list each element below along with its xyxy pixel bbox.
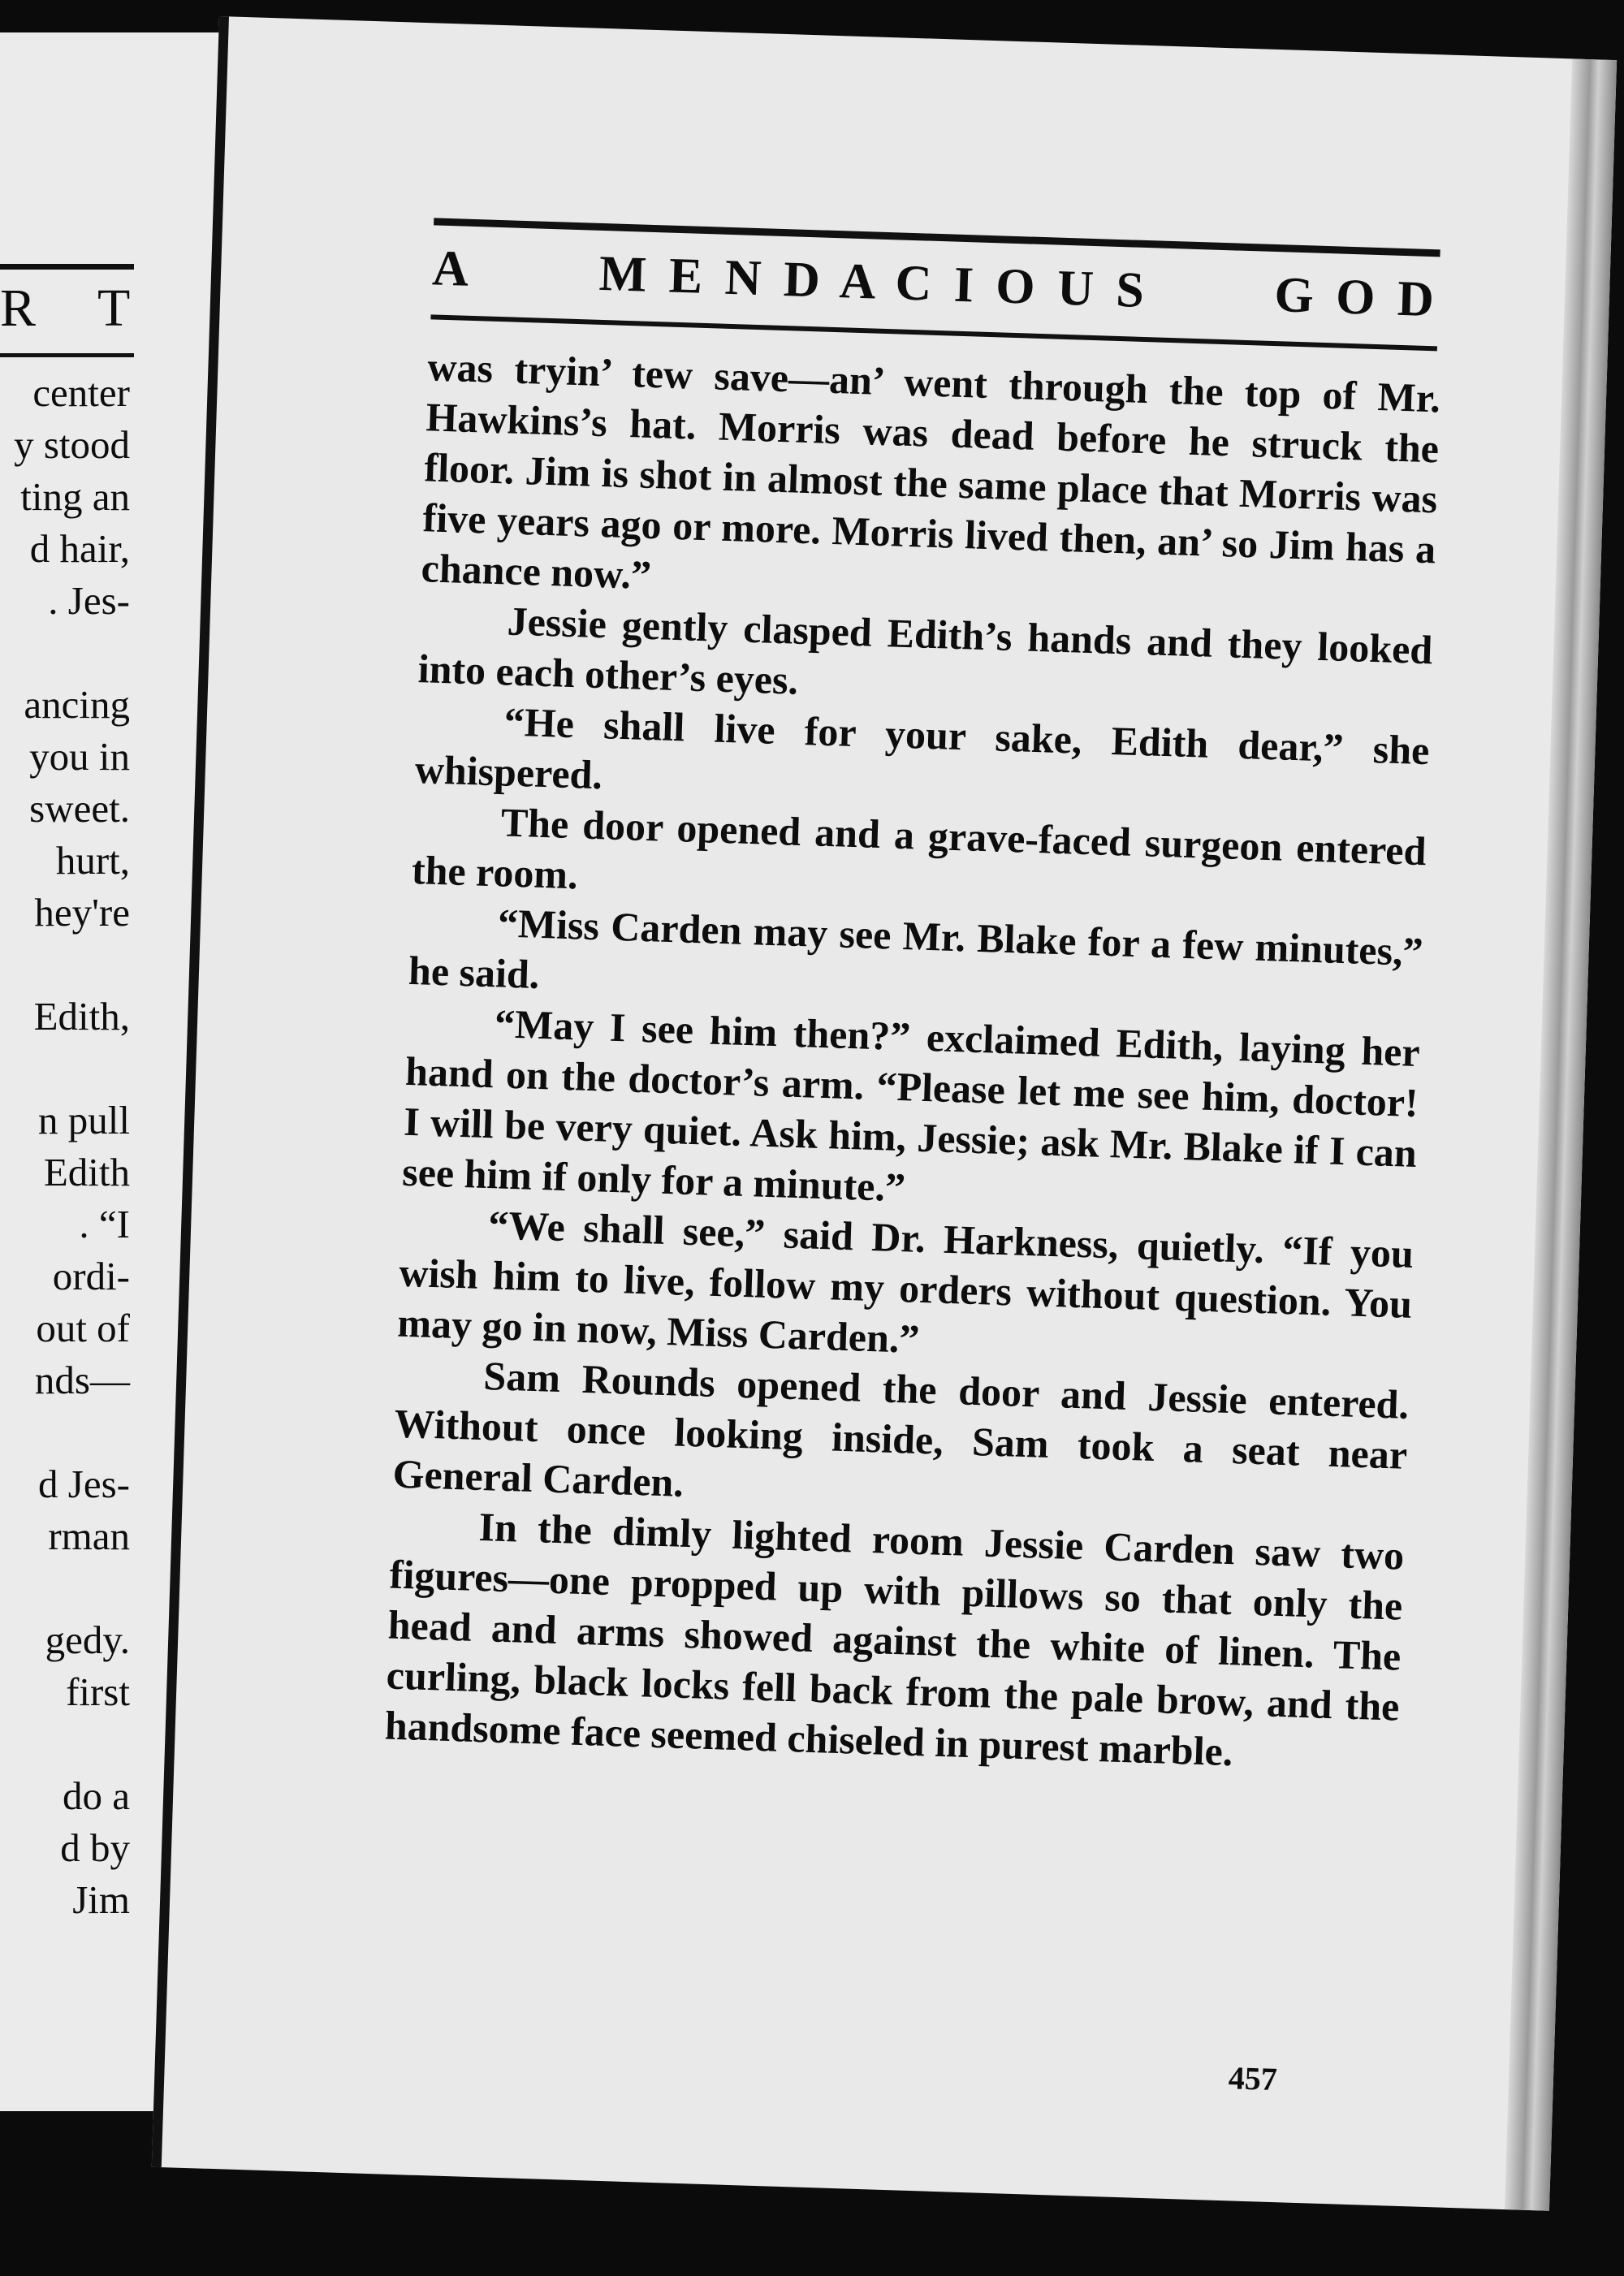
left-running-title [0,278,139,338]
running-title-adjective: M E N D A C I O U S [598,245,1150,319]
left-text-line: . “I [79,1202,130,1246]
left-text-line: nds— [34,1358,130,1402]
left-text-line: sweet. [29,786,130,831]
left-text-line: center [32,370,130,415]
left-text-line: hurt, [55,838,130,883]
left-text-line: d Jes- [38,1462,130,1506]
left-text-line: Jim [72,1877,130,1922]
left-text-line [0,1718,130,1770]
paragraph: was tryin’ tew save—an’ went through the top of Mr. Hawkins’s hat. Morris was dead before he struck the floor. Jim is shot in almost the same place that Morris was five years ago or more. Morris lived then, an’ so Jim has a chance now.” [420,343,1441,598]
paragraph: The door opened and a grave-faced surgeon entered the room. [411,799,1427,898]
left-text-line [0,1562,130,1614]
running-title-noun: G O D [1273,267,1440,328]
paragraph: Jessie gently clasped Edith’s hands and they looked into each other’s eyes. [417,598,1434,703]
left-text-line: you in [29,734,130,779]
left-running-title-letter-2: T [97,279,139,338]
paragraph: Sam Rounds opened the door and Jessie entered. Without once looking inside, Sam took a seat near General Carden. [391,1353,1410,1505]
left-text-line: ancing [24,682,130,727]
paragraph: “Miss Carden may see Mr. Blake for a few minutes,” he said. [408,900,1424,997]
left-text-line: do a [63,1773,130,1818]
left-header-rule-top [0,264,134,270]
left-text-line: . Jes- [48,578,130,623]
left-header-rule-bottom [0,353,134,357]
page-number: 457 [1228,2059,1278,2098]
page-body-text [384,341,1441,1781]
left-text-line: d hair, [29,526,130,571]
left-running-title-letter-1: R [0,279,45,338]
left-text-line: n pull [38,1098,130,1142]
right-page [152,16,1617,2211]
paragraph: “He shall live for your sake, Edith dear,” she whispered. [414,698,1431,798]
left-text-line: rman [48,1514,130,1558]
paragraph: “We shall see,” said Dr. Harkness, quietly. “If you wish him to live, follow my orders without question. You may go in now, Miss Carden.” [396,1202,1415,1362]
paragraph: “May I see him then?” exclaimed Edith, laying her hand on the doctor’s arm. “Please let me see him, doctor! I will be very quiet. Ask him, Jessie; ask Mr. Blake if I can see him if only for a minute.” [401,1000,1421,1211]
paragraph: In the dimly lighted room Jessie Carden saw two figures—one propped up with pillows so that only the head and arms showed against the white of linen. The curling, black locks fell back from the pale brow, and the handsome face seemed chiseled in purest marble. [384,1503,1406,1775]
left-text-line [0,1406,130,1458]
left-text-line: ordi- [52,1254,130,1298]
running-header [430,218,1440,351]
left-text-line: gedy. [45,1617,130,1662]
left-text-line [0,939,130,991]
left-text-line: y stood [14,422,130,467]
left-text-line: Edith [43,1150,130,1194]
left-text-line: out of [36,1306,130,1350]
left-text-line [0,1043,130,1095]
running-title-article: A [431,240,475,297]
left-text-line: hey're [34,890,130,935]
left-page-text [0,367,130,1926]
left-text-line: ting an [20,474,130,519]
left-text-line: d by [60,1825,130,1870]
page-edge-shading [1505,58,1617,2210]
left-text-line: Edith, [33,994,130,1039]
left-text-line [0,627,130,679]
left-text-line: first [66,1669,130,1714]
